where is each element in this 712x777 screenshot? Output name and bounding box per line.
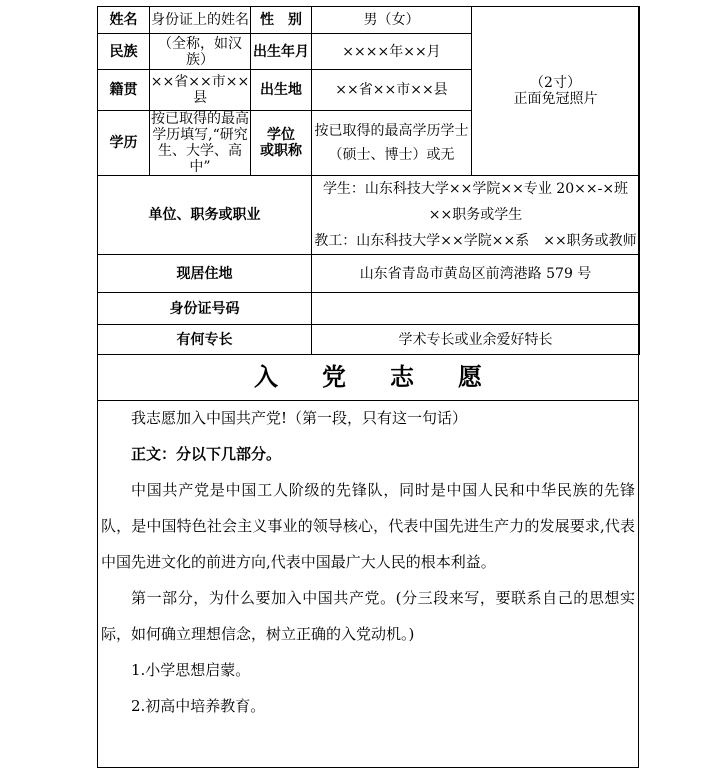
id-number-value (312, 293, 640, 325)
address-label: 现居住地 (98, 255, 312, 293)
degree-label-line1: 学位 (267, 127, 295, 143)
id-number-label: 身份证号码 (98, 293, 312, 325)
application-body (98, 400, 638, 724)
party-definition-paragraph: 中国共产党是中国工人阶级的先锋队，同时是中国人民和中华民族的先锋队，是中国特色社会主义事业的领导核心，代表中国先进生产力的发展要求,代表中国先进文化的前进方向,代表中国最广大人民的根本利益。 (101, 481, 635, 571)
native-place-value: ××省××市××县 (150, 70, 251, 111)
photo-size-text: （2寸） (530, 75, 581, 91)
name-value: 身份证上的姓名 (150, 7, 251, 34)
native-place-label: 籍贯 (98, 70, 150, 111)
education-value: 按已取得的最高学历填写,“研究生、大学、高中” (151, 111, 249, 175)
unit-label: 单位、职务或职业 (98, 176, 312, 255)
title-char: 志 (390, 362, 414, 391)
section-title (98, 354, 638, 401)
body-heading: 正文：分以下几部分。 (131, 445, 282, 463)
skill-value: 学术专长或业余爱好特长 (312, 325, 640, 355)
birth-label: 出生年月 (251, 34, 312, 70)
ethnicity-label: 民族 (98, 34, 150, 70)
item-secondary-school: 2.初高中培养教育。 (131, 697, 266, 715)
title-char: 党 (322, 362, 346, 391)
ethnicity-value: （全称，如汉族） (150, 34, 251, 70)
photo-box (472, 7, 640, 176)
unit-student-role-line: ××职务或学生 (428, 207, 523, 223)
part-one-paragraph: 第一部分，为什么要加入中国共产党。(分三段来写，要联系自己的思想实际，如何确立理想信念，树立正确的入党动机。) (101, 589, 635, 643)
education-label: 学历 (98, 111, 150, 176)
degree-label (251, 111, 312, 176)
birthplace-label: 出生地 (251, 70, 312, 111)
gender-label: 性 别 (251, 7, 312, 34)
address-value: 山东省青岛市黄岛区前湾港路 579 号 (312, 255, 640, 293)
birth-value: ××××年××月 (312, 34, 472, 70)
degree-value (312, 111, 472, 176)
degree-value-line2: （硕士、博士）或无 (328, 147, 455, 163)
unit-value (312, 176, 640, 255)
skill-label: 有何专长 (98, 325, 312, 355)
opening-statement: 我志愿加入中国共产党!（第一段，只有这一句话） (131, 409, 468, 427)
photo-desc-text: 正面免冠照片 (513, 91, 598, 107)
birthplace-value: ××省××市××县 (312, 70, 472, 111)
application-form-table (97, 6, 640, 355)
unit-staff-line: 教工：山东科技大学××学院××系 ××职务或教师 (314, 233, 637, 249)
degree-label-line2: 或职称 (260, 143, 302, 159)
degree-value-line1: 按已取得的最高学历学士 (314, 123, 469, 139)
gender-value: 男（女） (312, 7, 472, 34)
title-char: 入 (254, 362, 278, 391)
title-char: 愿 (458, 362, 482, 391)
unit-student-line: 学生：山东科技大学××学院××专业 20××-×班 (322, 181, 629, 197)
item-primary-school: 1.小学思想启蒙。 (131, 661, 251, 679)
name-label: 姓名 (98, 7, 150, 34)
